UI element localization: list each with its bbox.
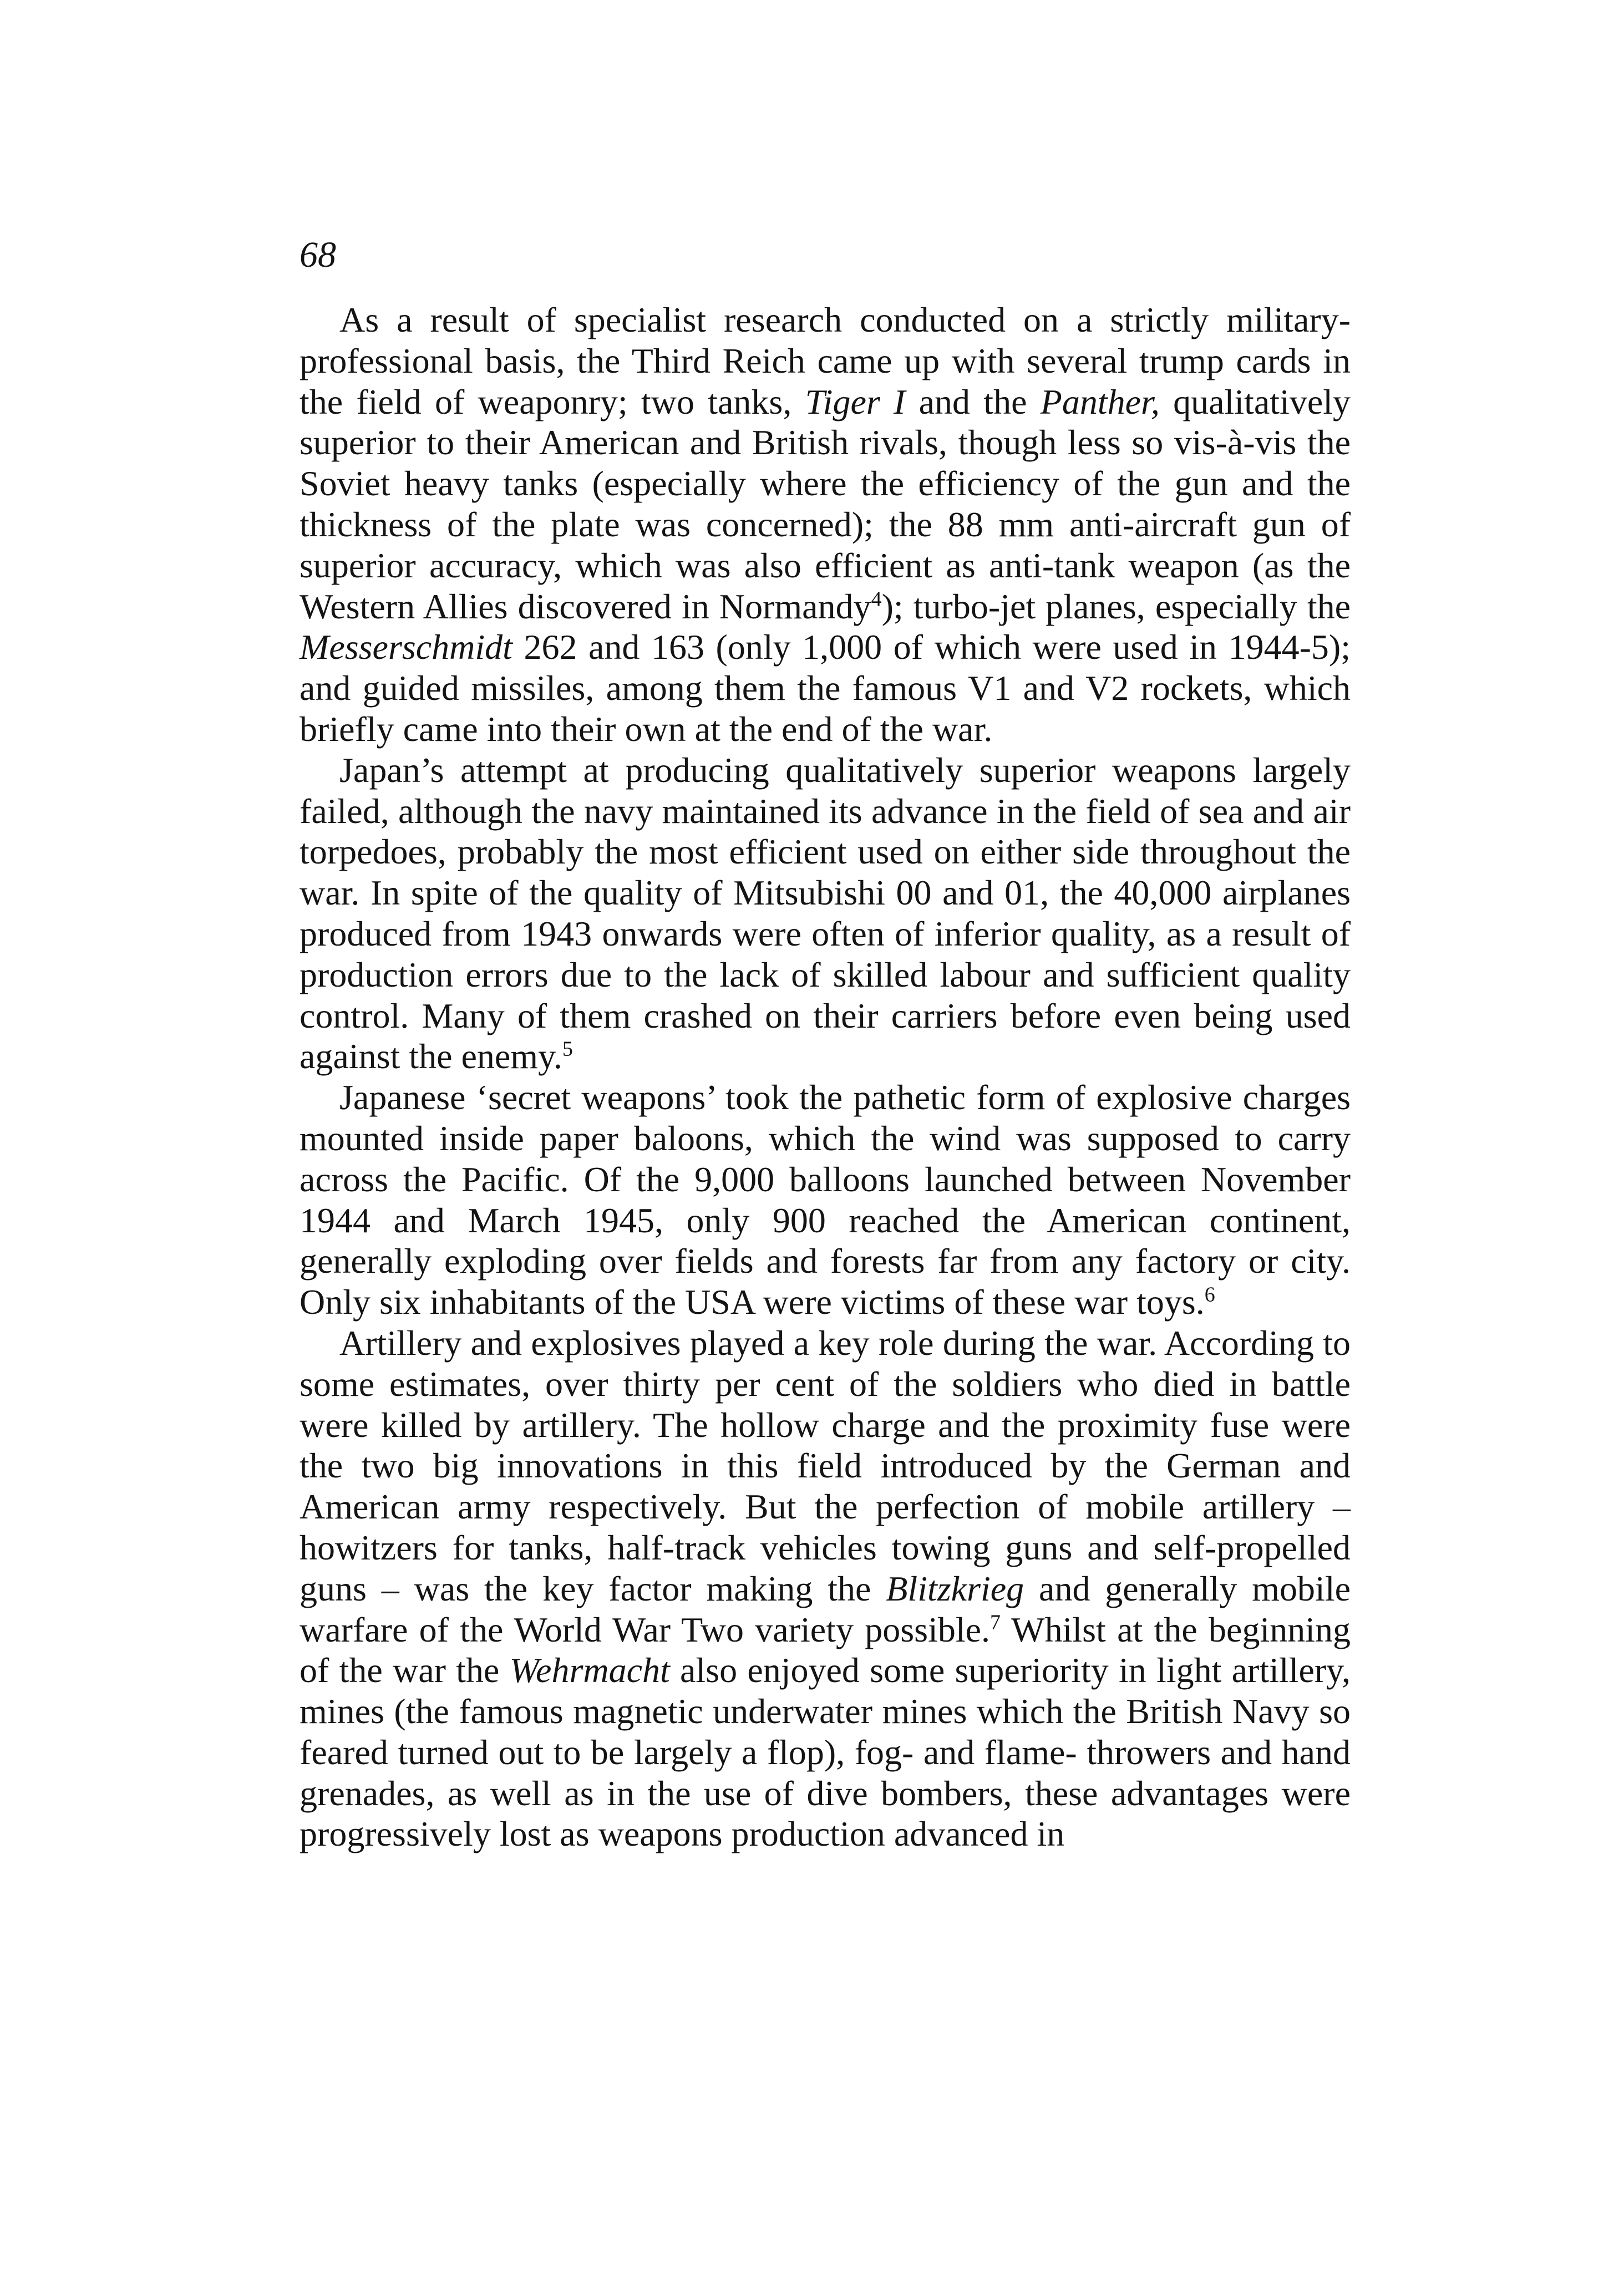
- text-segment: Japanese ‘secret weapons’ took the pathetic form of explosive charges mounted inside paper baloons, which the wind was supposed to carry across the Pacific. Of the 9,000 balloons launched between November 1944 and March 1945, only 900 reached the American continent, generally exploding over fields and forests far from any factory or city. Only six inhabitants of the USA were victims of these war toys.: [300, 1078, 1351, 1322]
- text-segment: Artillery and explosives played a key role during the war. According to some estimates, over thirty per cent of the soldiers who died in battle were killed by artillery. The hollow charge and the proximity fuse were the two big innovations in this field introduced by the German and American army respectively. But the perfection of mobile artillery – howitzers for tanks, half-track vehicles towing guns and self-propelled guns – was the key factor making the: [300, 1323, 1351, 1608]
- text-segment: qualitatively superior to their American and British rivals, though less so vis-à-vis the Soviet heavy tanks (especially where the efficiency of the gun and the thickness of the plate was concerned); the 88 mm anti-aircraft gun of superior accuracy, which was also efficient as anti-tank weapon (as the Western Allies discovered in Normandy: [300, 382, 1351, 626]
- term-wehrmacht: Wehrmacht: [509, 1650, 670, 1690]
- text-segment: ); turbo-jet planes, especially the: [881, 586, 1351, 626]
- page-number: 68: [300, 235, 336, 275]
- tank-name-tiger: Tiger I: [805, 382, 906, 421]
- term-blitzkrieg: Blitzkrieg: [886, 1568, 1024, 1608]
- text-segment: Whilst at the beginning of the war the: [300, 1609, 1351, 1690]
- footnote-ref-4: 4: [871, 587, 882, 611]
- paragraph-1: [300, 299, 1351, 750]
- footnote-ref-6: 6: [1204, 1283, 1215, 1307]
- text-segment: and the: [905, 382, 1041, 421]
- text-segment: also enjoyed some superiority in light artillery, mines (the famous magnetic underwater mines which the British Navy so feared turned out to be largely a flop), fog- and flame- throwers and hand grenades, as well as in the use of dive bombers, these advantages were progressively lost as weapons production advanced in: [300, 1650, 1351, 1854]
- footnote-ref-7: 7: [990, 1611, 1001, 1634]
- body-text: [300, 299, 1351, 1855]
- tank-name-panther: Panther,: [1040, 382, 1160, 421]
- plane-name-messerschmidt: Messerschmidt: [300, 627, 512, 667]
- paragraph-2: [300, 750, 1351, 1077]
- text-segment: As a result of specialist research conducted on a strictly military-professional basis, the Third Reich came up with several trump cards in the field of weaponry; two tanks,: [300, 300, 1351, 421]
- text-segment: 262 and 163 (only 1,000 of which were used in 1944-5); and guided missiles, among them the famous V1 and V2 rockets, which briefly came into their own at the end of the war.: [300, 627, 1351, 749]
- paragraph-4: [300, 1323, 1351, 1855]
- paragraph-3: [300, 1077, 1351, 1323]
- text-segment: and generally mobile warfare of the World War Two variety possible.: [300, 1568, 1351, 1649]
- text-segment: Japan’s attempt at producing qualitatively superior weapons largely failed, although the navy maintained its advance in the field of sea and air torpedoes, probably the most efficient used on either side throughout the war. In spite of the quality of Mitsubishi 00 and 01, the 40,000 airplanes produced from 1943 onwards were often of inferior quality, as a result of production errors due to the lack of skilled labour and sufficient quality control. Many of them crashed on their carriers before even being used against the enemy.: [300, 750, 1351, 1076]
- footnote-ref-5: 5: [562, 1038, 573, 1061]
